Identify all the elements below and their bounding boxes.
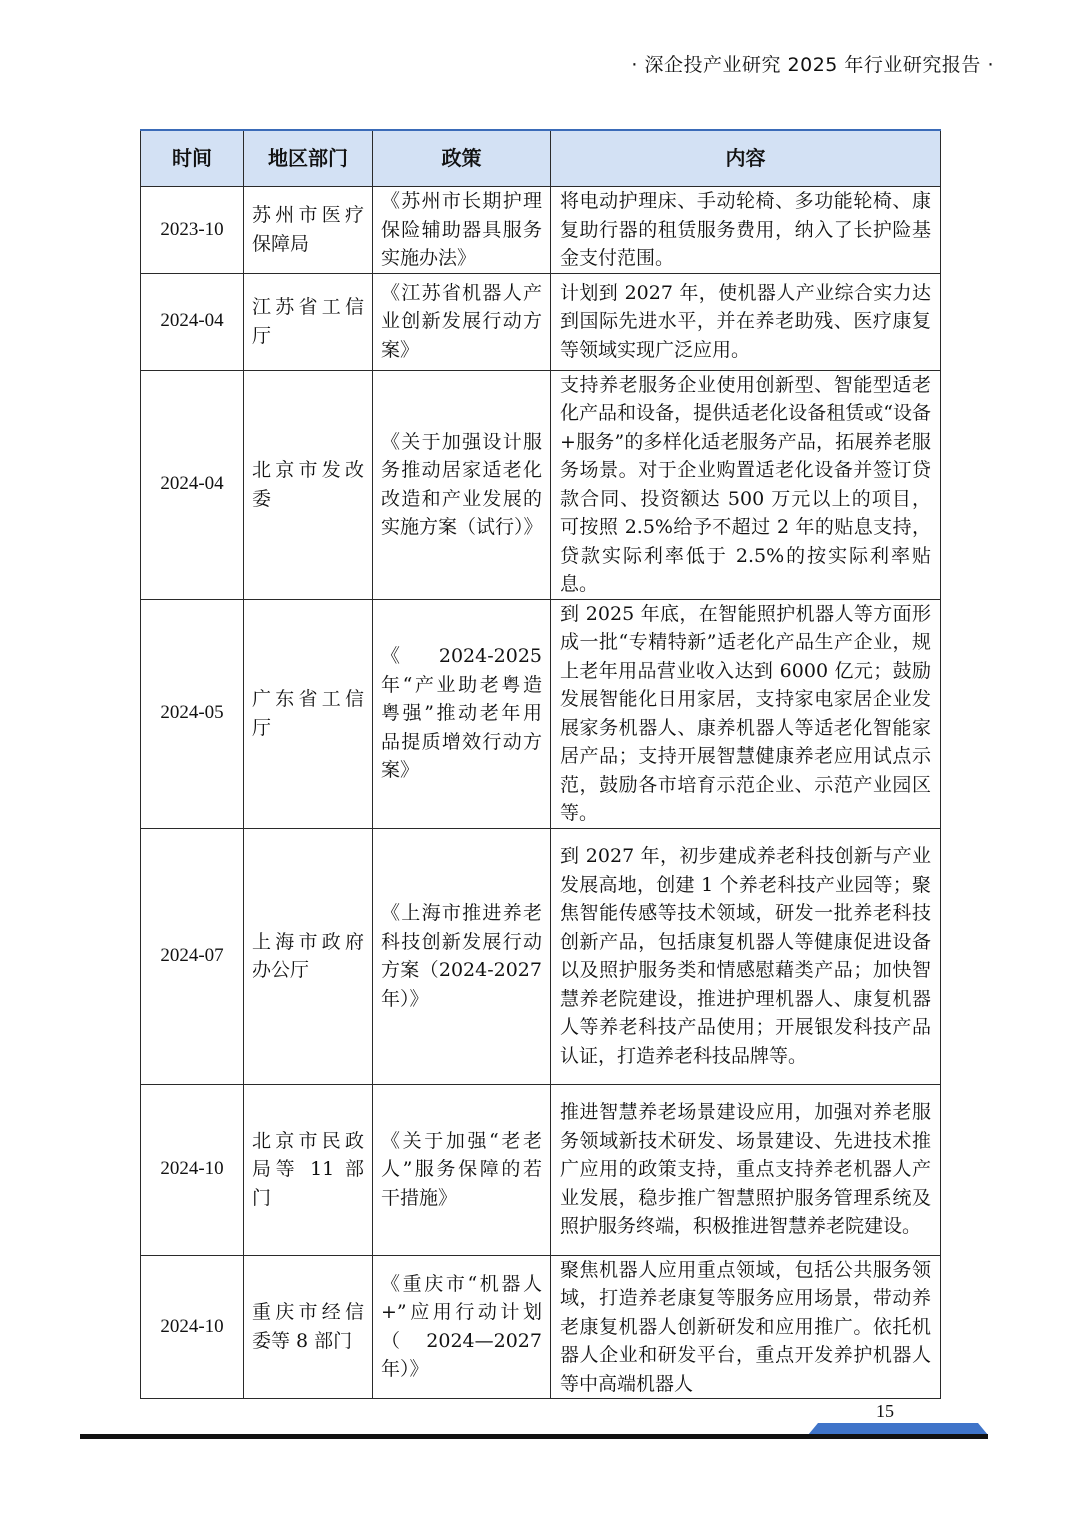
table-row: [141, 599, 941, 828]
header-content: 内容: [551, 130, 941, 187]
cell-policy: 《关于加强“老老人”服务保障的若干措施》: [373, 1084, 551, 1255]
table-row: [141, 828, 941, 1084]
policy-table: [140, 129, 941, 1399]
table-row: [141, 1084, 941, 1255]
cell-time: 2023-10: [141, 187, 244, 274]
cell-content: 聚焦机器人应用重点领域，包括公共服务领域，打造养老康复等服务应用场景，带动养老康复机器人创新研发和应用推广。依托机器人企业和研发平台，重点开发养护机器人等中高端机器人: [551, 1255, 941, 1399]
cell-policy: 《江苏省机器人产业创新发展行动方案》: [373, 273, 551, 370]
header-time: 时间: [141, 130, 244, 187]
cell-content: 到 2025 年底，在智能照护机器人等方面形成一批“专精特新”适老化产品生产企业，规上老年用品营业收入达到 6000 亿元；鼓励发展智能化日用家居，支持家电家居企业发展家务机器人、康养机器人等适老化智能家居产品；支持开展智慧健康养老应用试点示范，鼓励各市培育示范企业、示范产业园区等。: [551, 599, 941, 828]
cell-dept: 北京市发改委: [244, 370, 373, 599]
table-row: [141, 187, 941, 274]
cell-dept: 苏州市医疗保障局: [244, 187, 373, 274]
cell-policy: 《 2024-2025 年“产业助老粤造粤强”推动老年用品提质增效行动方案》: [373, 599, 551, 828]
cell-time: 2024-10: [141, 1084, 244, 1255]
cell-policy: 《苏州市长期护理保险辅助器具服务实施办法》: [373, 187, 551, 274]
cell-time: 2024-04: [141, 273, 244, 370]
cell-policy: 《重庆市“机器人+”应用行动计划（2024—2027 年）》: [373, 1255, 551, 1399]
cell-dept: 江苏省工信厅: [244, 273, 373, 370]
table-header-row: [141, 130, 941, 187]
cell-content: 支持养老服务企业使用创新型、智能型适老化产品和设备，提供适老化设备租赁或“设备+服务”的多样化适老服务产品，拓展养老服务场景。对于企业购置适老化设备并签订贷款合同、投资额达 500 万元以上的项目，可按照 2.5%给予不超过 2 年的贴息支持，贷款实际利率低于 2.5%的按实际利率贴息。: [551, 370, 941, 599]
cell-time: 2024-10: [141, 1255, 244, 1399]
cell-dept: 北京市民政局等 11 部门: [244, 1084, 373, 1255]
table-row: [141, 273, 941, 370]
header-policy: 政策: [373, 130, 551, 187]
cell-content: 到 2027 年，初步建成养老科技创新与产业发展高地，创建 1 个养老科技产业园等；聚焦智能传感等技术领域，研发一批养老科技创新产品，包括康复机器人等健康促进设备以及照护服务类和情感慰藉类产品；加快智慧养老院建设，推进护理机器人、康复机器人等养老科技产品使用；开展银发科技产品认证，打造养老科技品牌等。: [551, 828, 941, 1084]
cell-time: 2024-05: [141, 599, 244, 828]
cell-content: 计划到 2027 年，使机器人产业综合实力达到国际先进水平，并在养老助残、医疗康复等领域实现广泛应用。: [551, 273, 941, 370]
cell-policy: 《上海市推进养老科技创新发展行动方案（2024-2027 年）》: [373, 828, 551, 1084]
cell-dept: 上海市政府办公厅: [244, 828, 373, 1084]
table-row: [141, 1255, 941, 1399]
table-row: [141, 370, 941, 599]
report-header-title: · 深企投产业研究 2025 年行业研究报告 ·: [631, 54, 994, 76]
cell-time: 2024-04: [141, 370, 244, 599]
cell-policy: 《关于加强设计服务推动居家适老化改造和产业发展的实施方案（试行）》: [373, 370, 551, 599]
cell-dept: 广东省工信厅: [244, 599, 373, 828]
cell-time: 2024-07: [141, 828, 244, 1084]
cell-content: 推进智慧养老场景建设应用，加强对养老服务领域新技术研发、场景建设、先进技术推广应用的政策支持，重点支持养老机器人产业发展，稳步推广智慧照护服务管理系统及照护服务终端，积极推进智慧养老院建设。: [551, 1084, 941, 1255]
page-number: 15: [876, 1401, 894, 1421]
cell-dept: 重庆市经信委等 8 部门: [244, 1255, 373, 1399]
cell-content: 将电动护理床、手动轮椅、多功能轮椅、康复助行器的租赁服务费用，纳入了长护险基金支付范围。: [551, 187, 941, 274]
footer-rule: [80, 1434, 988, 1439]
header-dept: 地区部门: [244, 130, 373, 187]
